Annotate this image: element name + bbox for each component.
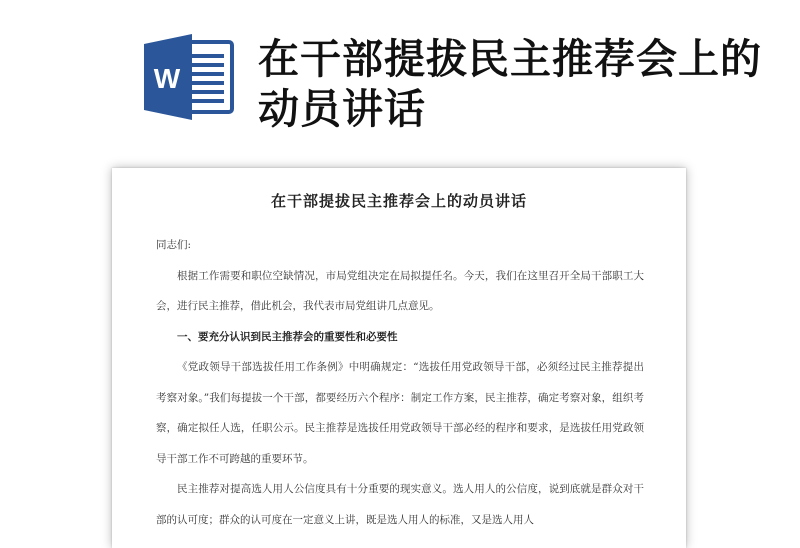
- header-banner: [0, 0, 800, 150]
- salutation: 同志们:: [156, 239, 192, 251]
- section-heading-1: 一、要充分认识到民主推荐会的重要性和必要性: [177, 330, 398, 343]
- document-body: [156, 230, 644, 535]
- document-page: [112, 168, 686, 548]
- paragraph-1: 根据工作需要和职位空缺情况，市局党组决定在局拟提任名。今天，我们在这里召开全局干部职工大会，进行民主推荐，借此机会，我代表市局党组讲几点意见。: [156, 269, 644, 312]
- word-icon-letter: W: [153, 63, 181, 94]
- paragraph-3: 民主推荐对提高选人用人公信度具有十分重要的现实意义。选人用人的公信度，说到底就是群众对干部的认可度；群众的认可度在一定意义上讲，既是选人用人的标准，又是选人用人: [156, 483, 644, 526]
- paragraph-2: 《党政领导干部选拔任用工作条例》中明确规定：“选拔任用党政领导干部，必须经过民主推荐提出考察对象。”我们每提拔一个干部，都要经历六个程序：制定工作方案，民主推荐，确定考察对象，组织考察，确定拟任人选，任职公示。民主推荐是选拔任用党政领导干部必经的程序和要求，是选拔任用党政领导干部工作不可跨越的重要环节。: [156, 361, 644, 465]
- banner-title: 在干部提拔民主推荐会上的动员讲话: [258, 35, 762, 133]
- document-title: 在干部提拔民主推荐会上的动员讲话: [270, 192, 527, 210]
- word-icon: [140, 32, 236, 122]
